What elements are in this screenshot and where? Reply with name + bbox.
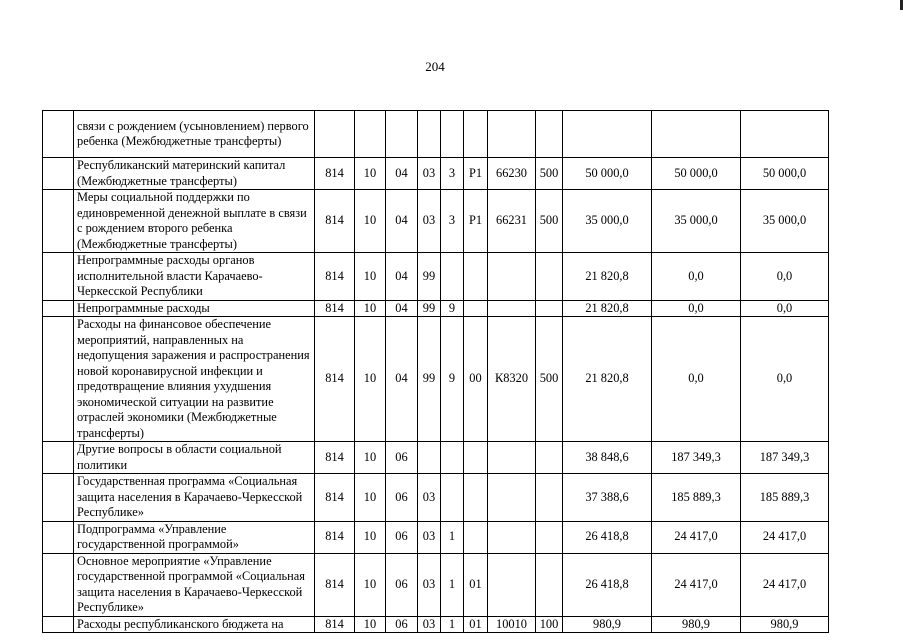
grbs-code: 814 (315, 158, 355, 190)
row-number-cell (43, 300, 74, 317)
table-row (43, 190, 829, 253)
expense-description: Подпрограмма «Управление государственной программой» (74, 521, 315, 553)
direction-code: 66230 (488, 158, 536, 190)
grbs-code: 814 (315, 474, 355, 522)
amount-2021: 26 418,8 (563, 521, 652, 553)
event-code (464, 253, 488, 301)
row-number-cell (43, 474, 74, 522)
table-row (43, 616, 829, 633)
amount-2021: 21 820,8 (563, 317, 652, 442)
expense-description: Меры социальной поддержки по единовременной денежной выплате в связи с рождением второго ребенка (Межбюджетные трансферты) (74, 190, 315, 253)
page-number: 204 (425, 59, 445, 74)
subprogram-code: 3 (441, 190, 464, 253)
expense-type-code: 100 (536, 616, 563, 633)
expense-description: Непрограммные расходы органов исполнительной власти Карачаево-Черкесской Республики (74, 253, 315, 301)
section-code (355, 111, 386, 158)
amount-2021: 38 848,6 (563, 442, 652, 474)
expense-description: Республиканский материнский капитал (Межбюджетные трансферты) (74, 158, 315, 190)
budget-table (42, 110, 829, 633)
event-code: Р1 (464, 158, 488, 190)
amount-2023: 0,0 (741, 300, 829, 317)
subprogram-code: 1 (441, 521, 464, 553)
amount-2023: 50 000,0 (741, 158, 829, 190)
amount-2022: 0,0 (652, 317, 741, 442)
expense-type-code (536, 553, 563, 616)
row-number-cell (43, 616, 74, 633)
program-code: 99 (418, 253, 441, 301)
section-code: 10 (355, 474, 386, 522)
grbs-code: 814 (315, 300, 355, 317)
grbs-code: 814 (315, 616, 355, 633)
expense-description: Государственная программа «Социальная защита населения в Карачаево-Черкесской Республике» (74, 474, 315, 522)
table-row (43, 253, 829, 301)
program-code: 99 (418, 300, 441, 317)
direction-code: 66231 (488, 190, 536, 253)
event-code (464, 521, 488, 553)
subprogram-code (441, 111, 464, 158)
table-row (43, 300, 829, 317)
subprogram-code (441, 474, 464, 522)
amount-2023 (741, 111, 829, 158)
program-code (418, 442, 441, 474)
subsection-code: 06 (386, 616, 418, 633)
row-number-cell (43, 190, 74, 253)
amount-2021: 980,9 (563, 616, 652, 633)
direction-code (488, 253, 536, 301)
amount-2023: 980,9 (741, 616, 829, 633)
direction-code (488, 442, 536, 474)
expense-description: Основное мероприятие «Управление государственной программой «Социальная защита населения в Карачаево-Черкесской Республике» (74, 553, 315, 616)
expense-type-code (536, 111, 563, 158)
amount-2022: 187 349,3 (652, 442, 741, 474)
program-code: 03 (418, 521, 441, 553)
direction-code (488, 300, 536, 317)
section-code: 10 (355, 300, 386, 317)
amount-2022: 24 417,0 (652, 521, 741, 553)
expense-description: связи с рождением (усыновлением) первого ребенка (Межбюджетные трансферты) (74, 111, 315, 158)
event-code (464, 474, 488, 522)
subsection-code: 04 (386, 300, 418, 317)
expense-type-code (536, 442, 563, 474)
event-code: Р1 (464, 190, 488, 253)
expense-type-code: 500 (536, 158, 563, 190)
section-code: 10 (355, 616, 386, 633)
grbs-code: 814 (315, 553, 355, 616)
subsection-code: 06 (386, 553, 418, 616)
amount-2021: 50 000,0 (563, 158, 652, 190)
grbs-code: 814 (315, 442, 355, 474)
expense-type-code: 500 (536, 190, 563, 253)
grbs-code: 814 (315, 521, 355, 553)
expense-type-code (536, 474, 563, 522)
table-row (43, 474, 829, 522)
event-code: 00 (464, 317, 488, 442)
event-code (464, 300, 488, 317)
row-number-cell (43, 111, 74, 158)
expense-type-code (536, 253, 563, 301)
row-number-cell (43, 253, 74, 301)
amount-2022: 980,9 (652, 616, 741, 633)
subprogram-code (441, 442, 464, 474)
subsection-code (386, 111, 418, 158)
program-code: 03 (418, 616, 441, 633)
expense-type-code: 500 (536, 317, 563, 442)
expense-type-code (536, 521, 563, 553)
table-row (43, 521, 829, 553)
event-code (464, 111, 488, 158)
program-code: 03 (418, 553, 441, 616)
expense-description: Расходы на финансовое обеспечение мероприятий, направленных на недопущения заражения и распространения новой коронавирусной инфекции и предотвращение влияния ухудшения экономической ситуации на развитие отраслей экономики (Межбюджетные трансферты) (74, 317, 315, 442)
amount-2021: 21 820,8 (563, 253, 652, 301)
program-code: 99 (418, 317, 441, 442)
direction-code (488, 474, 536, 522)
amount-2022: 50 000,0 (652, 158, 741, 190)
amount-2022: 24 417,0 (652, 553, 741, 616)
grbs-code: 814 (315, 190, 355, 253)
grbs-code: 814 (315, 317, 355, 442)
amount-2023: 35 000,0 (741, 190, 829, 253)
event-code: 01 (464, 616, 488, 633)
expense-description: Расходы республиканского бюджета на (74, 616, 315, 633)
expense-description: Другие вопросы в области социальной политики (74, 442, 315, 474)
section-code: 10 (355, 317, 386, 442)
row-number-cell (43, 317, 74, 442)
table-row (43, 158, 829, 190)
amount-2021 (563, 111, 652, 158)
section-code: 10 (355, 190, 386, 253)
program-code: 03 (418, 190, 441, 253)
subsection-code: 04 (386, 158, 418, 190)
subprogram-code: 9 (441, 300, 464, 317)
amount-2021: 26 418,8 (563, 553, 652, 616)
table-row (43, 442, 829, 474)
section-code: 10 (355, 521, 386, 553)
subprogram-code (441, 253, 464, 301)
amount-2021: 35 000,0 (563, 190, 652, 253)
subprogram-code: 3 (441, 158, 464, 190)
event-code: 01 (464, 553, 488, 616)
row-number-cell (43, 521, 74, 553)
direction-code: 10010 (488, 616, 536, 633)
section-code: 10 (355, 553, 386, 616)
amount-2022: 0,0 (652, 300, 741, 317)
subsection-code: 06 (386, 474, 418, 522)
section-code: 10 (355, 158, 386, 190)
expense-description: Непрограммные расходы (74, 300, 315, 317)
amount-2022: 0,0 (652, 253, 741, 301)
amount-2023: 24 417,0 (741, 553, 829, 616)
program-code (418, 111, 441, 158)
direction-code (488, 553, 536, 616)
table-row (43, 111, 829, 158)
row-number-cell (43, 158, 74, 190)
amount-2023: 24 417,0 (741, 521, 829, 553)
program-code: 03 (418, 474, 441, 522)
amount-2022 (652, 111, 741, 158)
program-code: 03 (418, 158, 441, 190)
direction-code (488, 111, 536, 158)
row-number-cell (43, 553, 74, 616)
amount-2023: 185 889,3 (741, 474, 829, 522)
section-code: 10 (355, 442, 386, 474)
subsection-code: 04 (386, 253, 418, 301)
amount-2021: 37 388,6 (563, 474, 652, 522)
subprogram-code: 9 (441, 317, 464, 442)
grbs-code (315, 111, 355, 158)
expense-type-code (536, 300, 563, 317)
subsection-code: 06 (386, 521, 418, 553)
direction-code (488, 521, 536, 553)
section-code: 10 (355, 253, 386, 301)
amount-2023: 0,0 (741, 253, 829, 301)
amount-2022: 35 000,0 (652, 190, 741, 253)
grbs-code: 814 (315, 253, 355, 301)
event-code (464, 442, 488, 474)
direction-code: К8320 (488, 317, 536, 442)
subprogram-code: 1 (441, 616, 464, 633)
subprogram-code: 1 (441, 553, 464, 616)
table-row (43, 553, 829, 616)
amount-2022: 185 889,3 (652, 474, 741, 522)
subsection-code: 04 (386, 317, 418, 442)
subsection-code: 06 (386, 442, 418, 474)
table-row (43, 317, 829, 442)
amount-2023: 187 349,3 (741, 442, 829, 474)
amount-2023: 0,0 (741, 317, 829, 442)
row-number-cell (43, 442, 74, 474)
amount-2021: 21 820,8 (563, 300, 652, 317)
subsection-code: 04 (386, 190, 418, 253)
